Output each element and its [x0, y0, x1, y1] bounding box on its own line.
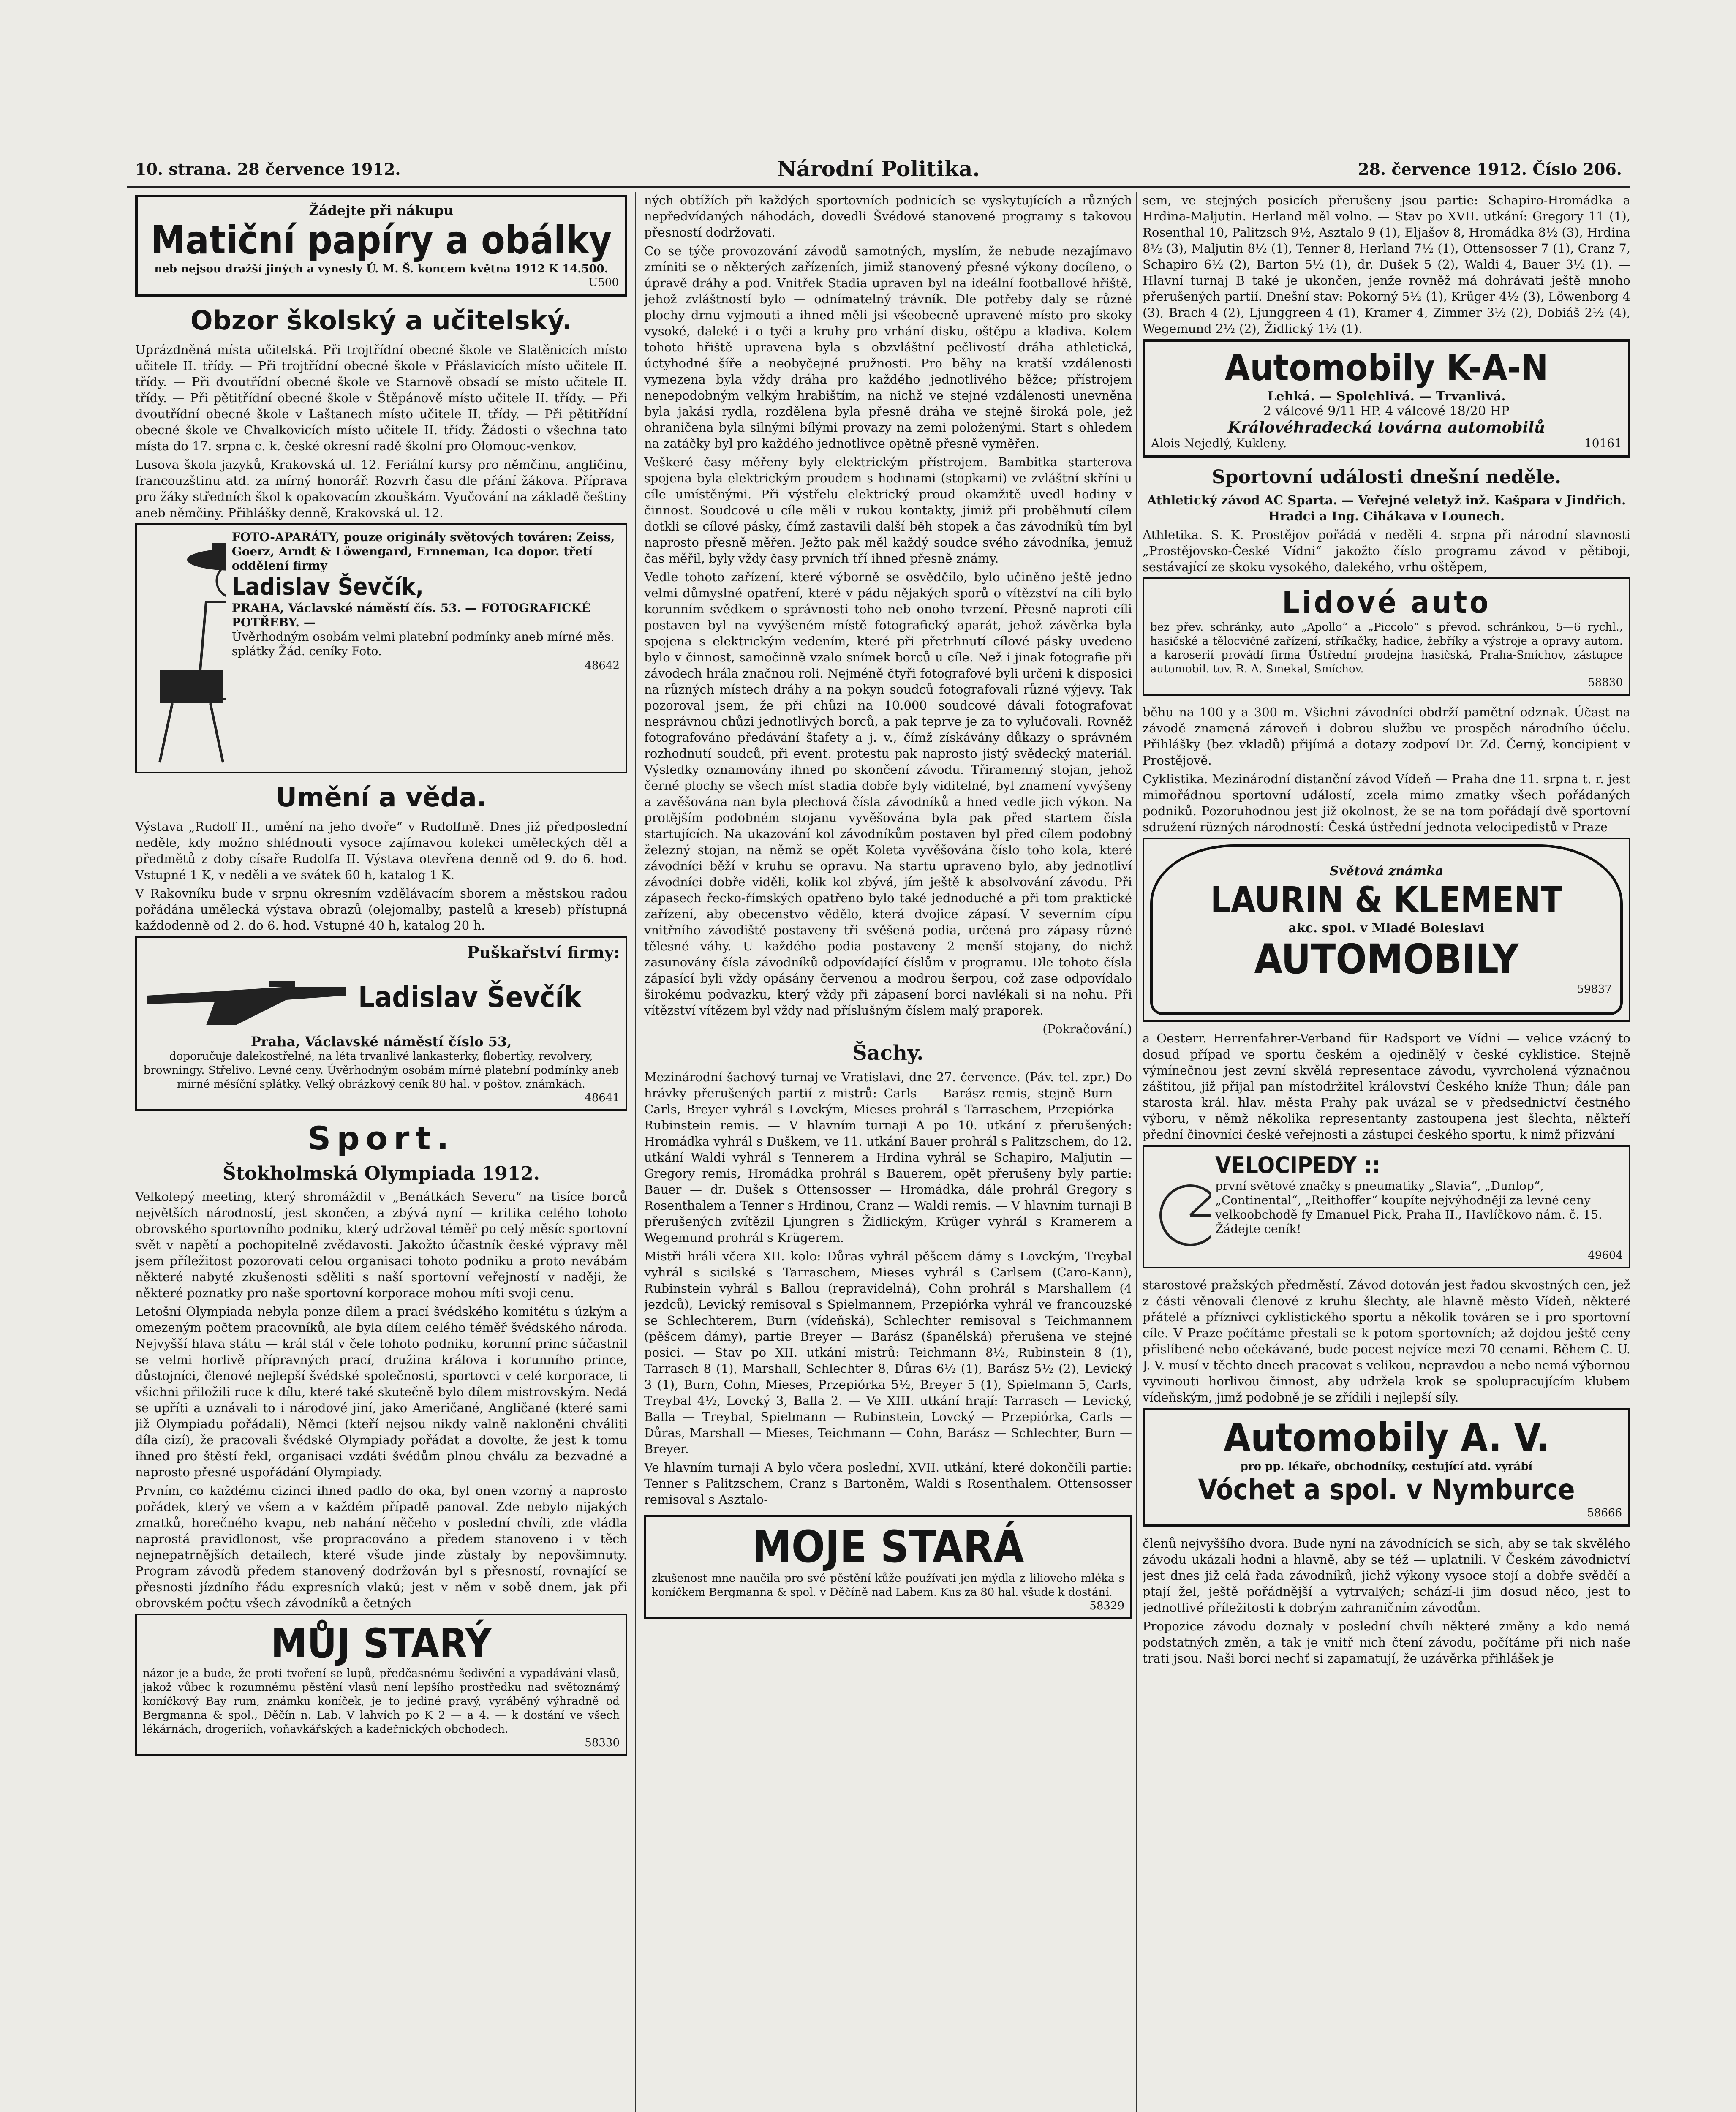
article-paragraph: Propozice závodu doznaly v poslední chvíli některé změny a kdo nemá podstatných změn, a tak je vnitř nich čtení závodu, počítáme při nich naše trati jsou. Naši borci nechť si zapamatují, že uzávěrka přihlášek je	[1143, 1619, 1630, 1666]
ad-number: 49604	[1588, 1249, 1623, 1262]
article-paragraph: Vedle tohoto zařízení, které výborně se osvědčilo, bylo učiněno ještě jedno velmi důmyslné opatření, které v pádu nějakých sporů o vítězství na cíli bylo korunním svědkem o správnosti toho neb onoho tvrzení. Přesně naproti cíli postaven byl na vyvýšeném místě fotografický aparát, jehož závěrka byla spojena s elektrickým vedením, které při přetrhnutí cílové pásky uvedeno bylo v činnost, samočinně vzalo snímek borců u cíle. Než i jinak fotografie při závodech hrála značnou roli. Nejméně čtyři fotografové byli určeni k disposici na různých místech dráhy a na pokyn soudců fotografovali různé výjevy. Tak pozoroval jsem, že při chůzi na 10.000 soudcové dávali fotografovat nesprávnou chůzi jednotlivých borců, a pak teprve je za to vylučovali. Rovněž fotografováno předávání štafety a j. v., čímž získávány důkazy o správném rozhodnutí soudců, při event. protestu pak naprosto jistý svědecký materiál. Výsledky oznamovány ihned po skončení závodu. Třiramenný stojan, jehož černé plochy se všech míst stadia dobře byly viditelné, byl znamení vyvýšeny a zavěšována nan byla plechová čísla závodníků a hned vedle jich výkon. Na protějším podobném stojanu vyvěšována byla pak před startem čísla startujících. Na ukazování kol závodníkům postaven byl před cílem podobný železný stojan, na němž se opět Koleta vyvěšována číslo toho kola, které závodníci běží v kruhu se opravu. Na startu upraveno bylo, aby jednotliví závodníci dobře viděli, kolik kol zbývá, jím ještě k absolvování závodu. Při zápasech řecko-římských opatřeno bylo také jednoduché a při tom praktické zařízení, aby obecenstvo vědělo, která dvojice zápasí. V severním cípu vnitřního závodiště postaveny tři svěšená podia, určená pro zápasy různé tělesné váhy. U každého podia postaveny 2 menší stojany, do nichž zasunovány čísla závodníků odpovídající číslům v programu. Dle tohoto čísla zápasící byli vždy opásány červenou a modrou šerpou, což zase odpovídalo širokému podvazku, který vždy při zápasení borci navlékali si na nohu. Při vítězství vítězem byl vždy nad příslušným číslem malý praporek.	[644, 570, 1132, 1018]
article-paragraph: Lusova škola jazyků, Krakovská ul. 12. Feriální kursy pro němčinu, angličinu, francouzštinu atd. za mírný honorář. Rozvrh času dle přání žákova. Příprava pro žáky středních škol k opakovacím zkouškám. Vyučování na základě češtiny aneb němčiny. Přihlášky denně, Krakovská ul. 12.	[135, 457, 627, 520]
ad-firm-name: Ladislav Ševčík,	[231, 573, 424, 601]
ad-number: 58330	[585, 1736, 620, 1749]
article-paragraph: Mistři hráli včera XII. kolo: Důras vyhrál pěšcem dámy s Lovckým, Treybal vyhrál s sicilské s Tarraschem, Mieses vyhrál s Carlsem (Caro-Kann), Rubinstein vyhrál s Ballou (repravidelná), Cohn prohrál s Marshallem (4 jezdců), Levický remisoval s Spielmannem, Przepiórka vyhrál ve francouzské se Schlechterem, Burn (vídeňská), Schlechter remisoval s Teichmannem (pěšcem dámy), partie Breyer — Barász (španělská) přerušena ve stejné posici. — Stav po XII. utkání mistrů: Teichmann 8½, Rubinstein 8 (1), Tarrasch 8 (1), Marshall, Schlechter 8, Důras 6½ (1), Barász 5½ (2), Levický 3 (1), Burn, Cohn, Mieses, Przepiórka 5½, Breyer 5 (1), Spielmann 5, Carls, Treybal 4½, Lovcký 3, Balla 2. — Ve XIII. utkání hrají: Tarrasch — Levický, Balla — Treybal, Spielmann — Rubinstein, Lovcký — Przepiórka, Carls — Důras, Marshall — Mieses, Teichmann — Cohn, Barász — Schlechter, Burn — Breyer.	[644, 1249, 1132, 1456]
ad-line: Alois Nejedlý, Kukleny.	[1151, 436, 1287, 450]
ad-text: názor je a bude, že proti tvoření se lupů, předčasnému šedivění a vypadávání vlasů, jakož vůbec k rozumnému pěstění vlasů není lepšího prostředku nad světoznámý koníčkový Bay rum, známku koníček, je to jediné pravý, vyráběný výhradně od Bergmanna & spol., Děčín n. Lab. V lahvích po K 2 — a 4. — k dostání ve všech lékárnách, drogeriích, voňavkářských a kadeřnických obchodech.	[143, 1667, 620, 1736]
section-title-sachy: Šachy.	[852, 1041, 924, 1065]
ad-automobily-kan	[1143, 339, 1630, 458]
ad-big-line: AUTOMOBILY	[1254, 936, 1519, 983]
rifle-illustration-icon	[143, 962, 354, 1034]
ad-line: Lehká. — Spolehlivá. — Trvanlivá.	[1267, 389, 1506, 404]
ad-line: Královéhradecká továrna automobilů	[1227, 419, 1546, 436]
photographer-illustration-icon	[143, 530, 226, 767]
ad-firm-name: Ladislav Ševčík	[358, 981, 582, 1014]
section-title-skolsky: Obzor školský a učitelský.	[190, 305, 572, 336]
ad-tail: Úvěrhodným osobám velmi platební podmínky aneb mírné měs. splátky Žád. ceníky Foto.	[231, 630, 615, 658]
bicycle-illustration-icon	[1150, 1152, 1211, 1249]
ad-title: Automobily A. V.	[1224, 1415, 1549, 1460]
header-right: 28. července 1912. Číslo 206.	[1358, 160, 1622, 179]
ad-title: Matiční papíry a obálky	[150, 218, 612, 263]
article-paragraph: Velkolepý meeting, který shromáždil v „Benátkách Severu“ na tisíce borců největších národností, jest skončen, a zbývá nyní — kritika celého tohoto obrovského sportovního podniku, který udržoval téměř po celý měsíc sportovní svět v napětí a pochopitelně zvědavosti. Jakožto účastník české výpravy měl jsem příležitost pozorovati celou organisaci tohoto podniku a proto nevábám některé nabyté zkušenosti sděliti s naší sportovní veřejností v naději, že některé poznatky pro naše sportovní korporace mohou míti svoji cenu.	[135, 1189, 627, 1300]
continuation-note: (Pokračování.)	[1042, 1022, 1132, 1036]
ad-line: pro pp. lékaře, obchodníky, cestující atd. vyrábí	[1240, 1460, 1533, 1473]
masthead: Národní Politika.	[777, 156, 980, 181]
ad-top-line: Světová známka	[1329, 864, 1444, 879]
ad-text: první světové značky s pneumatiky „Slavia“, „Dunlop“, „Continental“, „Reithoffer“ koupíte nejvýhodněji za levné ceny velkoobchodě fy Emanuel Pick, Praha II., Havlíčkovo nám. č. 15. Žádejte ceník!	[1215, 1179, 1602, 1236]
header-left: 10. strana. 28 července 1912.	[135, 160, 401, 179]
ad-text: zkušenost mne naučila pro své pěstění kůže používati jen mýdla z lilioveho mléka s koníčkem Bergmanna & spol. v Děčíně nad Labem. Kus za 80 hal. všude k dostání.	[652, 1572, 1124, 1599]
ad-number: 48641	[585, 1091, 620, 1104]
column-3	[1143, 192, 1630, 2112]
ad-title: Lidové auto	[1282, 585, 1491, 620]
ad-foto	[135, 523, 627, 773]
article-paragraph: Prvním, co každému cizinci ihned padlo do oka, byl onen vzorný a naprosto pořádek, který ve všem a v každém případě panoval. Zde nebylo nijakých zmatků, horečného kvapu, neb nahání něčeho v poslední chvíli, zde vládla naprostá pravidlonost, vše propracováno a předem stanoveno i v těch nejnepatrnějších detailech, které všude jinde zůstaly by nepovšimnuty. Program závodů předem stanovený dodržován byl s přesností, rovnající se přesnosti jízdního řádu expresních vlaků; jest v něm v sobě dnem, jak při obrovském počtu všech závodníků a četných	[135, 1483, 627, 1610]
column-1	[135, 192, 627, 2112]
column-divider	[635, 192, 636, 2112]
article-paragraph: Výstava „Rudolf II., umění na jeho dvoře“ v Rudolfině. Dnes již předposlední neděle, kdy možno shlédnouti vysoce zajímavou kolekci uměleckých děl a předmětů z doby císaře Rudolfa II. Výstava otevřena denně od 9. do 6. hod. Vstupné 1 K, v neděli a ve svátek 60 h, katalog 1 K.	[135, 819, 627, 882]
ad-address: PRAHA, Václavské náměstí čís. 53. — FOTOGRAFICKÉ POTŘEBY. —	[231, 601, 591, 629]
ad-title: Automobily K-A-N	[1224, 347, 1548, 389]
article-paragraph: Co se týče provozování závodů samotných, myslím, že nebude nezajímavo zmíniti se o některých zařízeních, jimiž stanovený přesné výkony docíleno, o úpravě dráhy a pod. Vnitřek Stadia upraven byl na ideální footballové hřiště, jehož zvláštností bylo — odnímatelný trávník. Dle potřeby daly se různé plochy drnu vyjmouti a ihned měli jsi všeobecně upravené místo pro skoky vysoké, daleké i o tyči a kruhy pro vrhání disku, oštěpu a kladiva. Kolem tohoto hřiště upravena byla s obzvláštní pečlivostí dráha athletická, úctyhodné šíře a neobyčejné pružnosti. Pro běhy na kratší vzdálenosti vymezena byla vždy dráha pro každého jednotlivého běžce; přístrojem nenepodobným velkým hrabištím, na nichž ve stejné vzdálenosti unevněna byla jakási rydla, rozdělena byla přesně dráha ve stejně široká pole, jež ohraničena byla silnými bílými provazy na zemi položenými. Start s ohledem na zatáčky byl pro každého jednotlivce opětně přesně vyměřen.	[644, 244, 1132, 451]
ad-text: bez přev. schránky, auto „Apollo“ a „Piccolo“ s převod. schránkou, 5—6 rychl., hasičské a tělocvičné zařízení, stříkačky, hadice, žebříky a výstroje a opravy autom. a karoserií provádí firma Ústřední prodejna hasičská, Praha-Smíchov, zástupce automobil. tov. R. A. Smekal, Smíchov.	[1150, 621, 1623, 675]
ad-number: U500	[588, 276, 619, 289]
ad-big-line: Vóchet a spol. v Nymburce	[1198, 1473, 1575, 1506]
article-title: Štokholmská Olympiada 1912.	[222, 1163, 540, 1184]
article-paragraph: V Rakovníku bude v srpnu okresním vzdělávacím sborem a městskou radou pořádána umělecká výstava obrazů (olejomalby, pastelů a kreseb) přístupná každodenně od 2. do 6. hod. Vstupné 40 h, katalog 20 h.	[135, 886, 627, 933]
ad-maticni-papiry	[135, 195, 627, 297]
ad-number: 59837	[1577, 983, 1612, 996]
article-paragraph: běhu na 100 y a 300 m. Všichni závodníci obdrží pamětní odznak. Účast na závodě znamená zároveň i dobrou službu ve prospěch národního účelu. Přihlášky (bez vkladů) přijímá a dotazy zodpoví Dr. Zd. Černý, koncipient v Prostějově.	[1143, 705, 1630, 768]
article-paragraph: Mezinárodní šachový turnaj ve Vratislavi, dne 27. července. (Páv. tel. zpr.) Do hrávky přerušených partií z mistrů: Carls — Barász remis, stejně Burn — Carls, Breyer vyhrál s Lovckým, Mieses prohrál s Tarraschem, Przepiórka — Rubinstein remis. — V hlavním turnaji A po 10. utkání z přerušených: Hromádka vyhrál s Duškem, ve 11. utkání Bauer prohrál s Palitzschem, do 12. utkání Waldi vyhrál s Tennerem a Hrdina vyhrál se Schapiro, Maljutin — Gregory remis, Hromádka prohrál s Bauerem, opět přerušeny byly partie: Bauer — dr. Dušek s Ottensosser — Hromádka, dále prohrál Gregory s Rosenthalem a Tenner s Hrdinou, Cranz — Waldi remis. — V hlavním turnaji B přerušených zvítězil Ljungren s Židlickým, Krüger vyhrál s Kramerem a Wegemund prohrál s Krügerem.	[644, 1070, 1132, 1245]
ad-line: akc. spol. v Mladé Boleslavi	[1288, 921, 1485, 936]
ad-line: neb nejsou dražší jiných a vynesly Ú. M. Š. koncem května 1912 K 14.500.	[154, 263, 608, 275]
ad-title: LAURIN & KLEMENT	[1210, 879, 1563, 920]
ad-lead: FOTO-APARÁTY, pouze originály světových továren: Zeiss, Goerz, Arndt & Löwengard, Ernneman, Ica dopor. třetí oddělení firmy	[231, 530, 615, 573]
ad-laurin-klement	[1143, 838, 1630, 1022]
article-paragraph: a Oesterr. Herrenfahrer-Verband für Radsport ve Vídni — velice vzácný to dosud případ ve sportu českém a ojedinělý v české cyklistice. Stejně výmínečnou jest zevní skvělá representace závodu, vyvrcholená význačnou záštitou, již přijal pan místodržitel království Českého kníže Thun; dále pan starosta král. hlav. města Prahy pak uvázal se v předsednictví čestného výboru, v němž několika representanty zastoupena jest šlechta, někteří přední činovníci české veřejnosti a zástupci českého sportu, k nimž přizvání	[1143, 1031, 1630, 1142]
article-paragraph: ných obtížích při každých sportovních podnicích se vyskytujících a různých nepředvídaných náhodách, dovedli Švédové stanovené programy s takovou přesností dodržovati.	[644, 193, 1132, 240]
article-paragraph: sem, ve stejných posicích přerušeny jsou partie: Schapiro-Hromádka a Hrdina-Maljutin. Herland měl volno. — Stav po XVII. utkání: Gregory 11 (1), Rosenthal 10, Palitzsch 9½, Asztalo 9 (1), Eljašov 8, Hromádka 8½ (3), Hrdina 8½ (3), Maljutin 8½ (1), Tenner 8, Herland 7½ (1), Ottensosser 7 (1), Cranz 7, Schapiro 6½ (2), Barton 5½ (1), dr. Dušek 5 (2), Waldi 4, Bauer 3½ (1). — Hlavní turnaj B také je ukončen, jenže rovněž má dohrávati ještě mnoho přerušených partií. Dnešní stav: Pokorný 5½ (1), Krüger 4½ (3), Löwenborg 4 (3), Brach 4 (2), Ljunggreen 4 (1), Kramer 4, Zimmer 3½ (2), Dobiáš 2½ (4), Wegemund 2½ (2), Židlický 1½ (1).	[1143, 193, 1630, 336]
article-paragraph: starostové pražských předměstí. Závod dotován jest řadou skvostných cen, jež z části věnovali členové z kruhu šlechty, ale hlavně město Vídeň, některé přátelé a příznivci cyklistického sportu a několik továren se i pro sportovní cíle. V Praze počítáme přestali se k potom sportovních; až dojdou ještě ceny přislíbené nebo očekávané, bude pocest nejvíce mezi 70 cenami. Během C. U. J. V. musí v těchto dnech pracovat s velikou, nepravdou a nebo nemá výbornou vyvinouti horlivou činnost, aby udržela krok se spolupracujícím klubem vídeňským, jimž podobně je se zřídili i nejlepší síly.	[1143, 1278, 1630, 1404]
ad-line: 2 válcové 9/11 HP. 4 válcové 18/20 HP	[1263, 404, 1510, 419]
column-2	[644, 192, 1132, 2112]
header-rule	[127, 186, 1630, 188]
ad-title: MOJE STARÁ	[752, 1521, 1024, 1573]
ad-address: Praha, Václavské náměstí číslo 53,	[250, 1034, 512, 1050]
page-header	[127, 150, 1630, 184]
ad-top-line: Puškařství firmy:	[467, 943, 620, 962]
ad-velocipedy	[1143, 1145, 1630, 1268]
article-paragraph: Veškeré časy měřeny byly elektrickým přístrojem. Bambitka starterova spojena byla elektrickým proudem s hodinami (stopkami) ve zvláštní skříni u cíle umístěnými. Při výstřelu elektrický proud okamžitě uvedl hodiny v činnost. Soudcové u cíle měli v rukou kontakty, jimiž při proběhnutí cílem dotkli se cílové pásky, čímž zastavili další běh stopek a čas závodníků tím byl naprosto přesně měřen. Ježto pak měl každý soudce svého závodníka, jemuž čas měřil, byly vždy časy prvních tří ihned přesně známy.	[644, 455, 1132, 566]
ad-puskarstvi	[135, 936, 627, 1111]
ad-title: MŮJ STARÝ	[271, 1620, 492, 1667]
column-divider	[1136, 192, 1137, 2112]
article-paragraph: Letošní Olympiada nebyla ponze dílem a prací švédského komitétu s úzkým a omezeným počtem pracovníků, ale byla dílem celého téměř švédského národa. Nejvyšší hlava státu — král stál v čele tohoto podniku, korunní princ súčastnil se velmi horlivě přípravných prací, družina králova i korunního prince, důstojníci, členové nejlepší švédské společnosti, sportovci v celé korporace, ti všichni přiložili ruce k dílu, které také skutečně bylo dílem mistrovským. Nedá se upříti a uznávali to i národové jiní, jako Američané, Angličané (které sami již Olympiadu pořádali), Němci (kteří nejsou nikdy valně nakloněni chváliti díla cizí), že pracovali švédské Olympiady pořádat a dovolte, že jest k tomu ihned pro štěstí řekl, organisaci vzdáti švédům plnou chválu za bezvadné a naprosto přesné uspořádání Olympiady.	[135, 1304, 627, 1479]
article-paragraph: Uprázdněná místa učitelská. Při trojtřídní obecné škole ve Slatěnicích místo učitele II. třídy. — Při trojtřídní obecné škole v Přáslavicích místo učitele II. třídy. — Při dvoutřídní obecné škole ve Starnově obsadí se místo učitele II. třídy. — Při pětitřídní obecné škole v Štěpánově místo učitele II. třídy. — Při dvoutřídní obecné škole v Laštanech místo učitele II. třídy. — Při pětitřídní obecné škole ve Chvalkovicích místo učitele II. třídy. Žádosti o všechna tato místa do 17. srpna c. k. české okresní radě školní pro Olomouc-venkov.	[135, 343, 627, 453]
ad-moje-stara	[644, 1515, 1132, 1619]
ad-title: VELOCIPEDY ::	[1215, 1152, 1381, 1178]
ad-text: doporučuje dalekostřelné, na léta trvanlivé lankasterky, flobertky, revolvery, browningy. Střelivo. Levné ceny. Úvěrhodným osobám mírné platební podmínky aneb mírné měsíční splátky. Velký obrázkový ceník 80 hal. v poštov. známkách.	[143, 1050, 619, 1091]
ad-number: 48642	[585, 659, 620, 672]
article-paragraph: Ve hlavním turnaji A bylo včera poslední, XVII. utkání, které dokončili partie: Tenner s Palitzschem, Cranz s Bartoněm, Waldi s Rosenthalem. Ottensosser remisoval s Asztalo-	[644, 1460, 1132, 1507]
ad-lidove-auto	[1143, 577, 1630, 696]
article-paragraph: členů nejvyššího dvora. Bude nyní na závodnících se sich, aby se tak skvělého závodu ukázali hodni a hlavně, aby se též — uplatnili. V Českém závodnictví jest dnes již celá řada závodníků, jichž výkony vysoce stojí a dobře svědčí a ptají žel, ještě pořádnější a vytrvalých; schází-li jim dosud něco, jest to jednotlivé příležitosti k dobrým zahraničním závodům.	[1143, 1536, 1630, 1615]
section-title-umeni: Umění a věda.	[275, 782, 487, 813]
ad-number: 58666	[1587, 1507, 1622, 1519]
article-paragraph: Athletický závod AC Sparta. — Veřejné veletyž inž. Kašpara v Jindřich. Hradci a Ing. Cihákava v Lounech.	[1147, 493, 1626, 523]
ad-number: 58830	[1588, 676, 1623, 689]
article-paragraph: Athletika. S. K. Prostějov pořádá v neděli 4. srpna při národní slavnosti „Prostějovsko-České Vídni“ jakožto číslo programu závod v pětiboji, sestávající ze skoku vysokého, dalekého, vrhu oštěpem,	[1143, 528, 1630, 574]
ad-number: 58329	[1089, 1600, 1124, 1612]
ad-muj-stary	[135, 1614, 627, 1756]
ad-top-line: Žádejte při nákupu	[309, 202, 454, 218]
ad-automobily-av	[1143, 1408, 1630, 1527]
article-paragraph: Cyklistika. Mezinárodní distanční závod Vídeň — Praha dne 11. srpna t. r. jest mimořádnou sportovní událostí, zcela mimo zmatky všech pořádaných podniků. Pozoruhodnou jest již okolnost, že se na tom pořádají dvě sportovní sdružení rüzných národností: Česká ústřední jednota velocipedistů v Praze	[1143, 772, 1630, 834]
section-title-sport: Sport.	[307, 1119, 455, 1157]
section-title-sportovni: Sportovní události dnešní neděle.	[1211, 466, 1562, 488]
ad-number: 10161	[1584, 436, 1622, 450]
